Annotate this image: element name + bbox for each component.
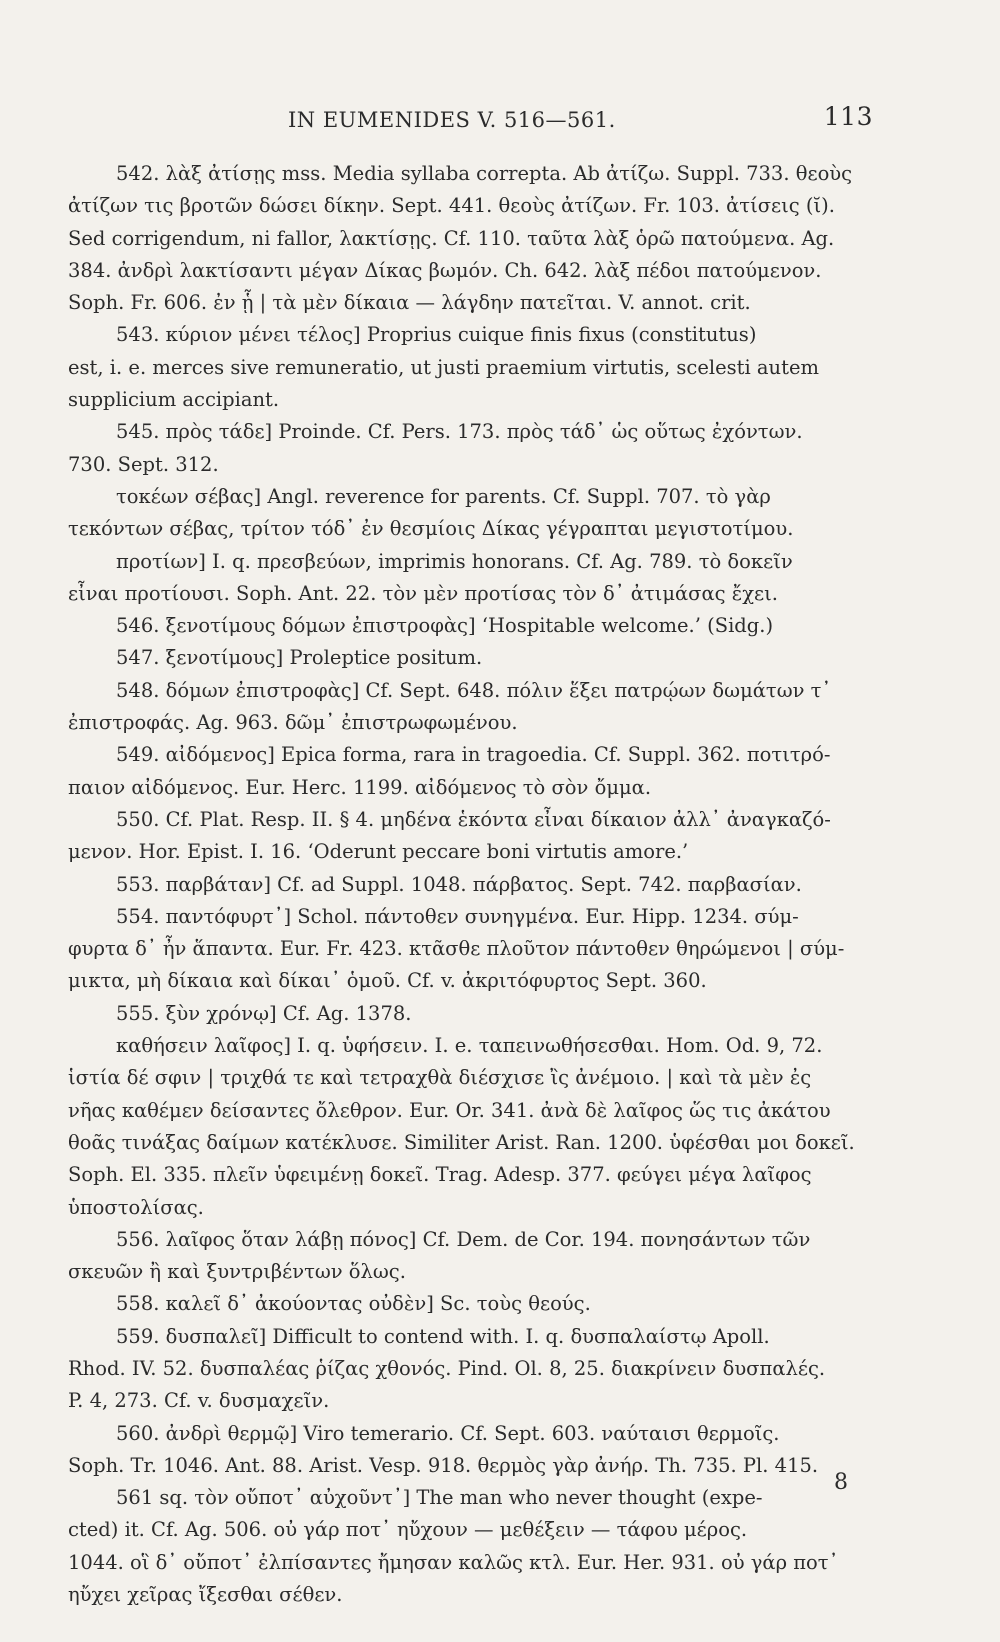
text-line: 555. ξὺν χρόνῳ] Cf. Ag. 1378.: [116, 1001, 412, 1025]
text-line: τοκέων σέβας] Angl. reverence for parents. Cf. Suppl. 707. τὸ γὰρ: [116, 484, 771, 508]
text-line: 553. παρβάταν] Cf. ad Suppl. 1048. πάρβατος. Sept. 742. παρβασίαν.: [116, 872, 802, 896]
text-line: 730. Sept. 312.: [68, 452, 219, 476]
text-line: 546. ξενοτίμους δόμων ἐπιστροφὰς] ‘Hospitable welcome.’ (Sidg.): [116, 614, 774, 638]
text-line: καθήσειν λαῖφος] I. q. ὑφήσειν. I. e. ταπεινωθήσεσθαι. Hom. Od. 9, 72.: [116, 1034, 823, 1058]
text-line: supplicium accipiant.: [68, 388, 280, 412]
running-title: IN EUMENIDES V. 516—561.: [288, 108, 616, 132]
text-line: 558. καλεῖ δ᾽ ἀκούοντας οὐδὲν] Sc. τοὺς θεούς.: [116, 1292, 591, 1316]
text-line: 559. δυσπαλεῖ] Difficult to contend with. I. q. δυσπαλαίστῳ Apoll.: [116, 1324, 770, 1348]
text-line: cted) it. Cf. Ag. 506. οὐ γάρ ποτ᾽ ηὔχουν — μεθέξειν — τάφου μέρος.: [68, 1518, 748, 1542]
text-line: μικτα, μὴ δίκαια καὶ δίκαι᾽ ὁμοῦ. Cf. v. ἀκριτόφυρτος Sept. 360.: [68, 969, 707, 993]
text-line: μενον. Hor. Epist. I. 16. ‘Oderunt peccare boni virtutis amore.’: [68, 840, 689, 864]
text-line: παιον αἰδόμενος. Eur. Herc. 1199. αἰδόμενος τὸ σὸν ὄμμα.: [68, 775, 652, 799]
text-line: εἶναι προτίουσι. Soph. Ant. 22. τὸν μὲν προτίσας τὸν δ᾽ ἀτιμάσας ἔχει.: [68, 581, 778, 605]
text-line: Sed corrigendum, ni fallor, λακτίσῃς. Cf. 110. ταῦτα λὰξ ὁρῶ πατούμενα. Ag.: [68, 226, 835, 250]
text-line: 560. ἀνδρὶ θερμῷ] Viro temerario. Cf. Sept. 603. ναύταισι θερμοῖς.: [116, 1421, 780, 1445]
text-line: 561 sq. τὸν οὔποτ᾽ αὐχοῦντ᾽] The man who never thought (expe-: [116, 1486, 763, 1510]
text-line: 556. λαῖφος ὅταν λάβῃ πόνος] Cf. Dem. de Cor. 194. πονησάντων τῶν: [116, 1227, 811, 1251]
text-line: νῆας καθέμεν δείσαντες ὄλεθρον. Eur. Or. 341. ἀνὰ δὲ λαῖφος ὥς τις ἀκάτου: [68, 1098, 831, 1122]
page-number: 113: [823, 102, 873, 131]
text-line: 554. παντόφυρτ᾽] Schol. πάντοθεν συνηγμένα. Eur. Hipp. 1234. σύμ-: [116, 904, 799, 928]
text-line: P. 4, 273. Cf. v. δυσμαχεῖν.: [68, 1389, 330, 1413]
text-line: Soph. El. 335. πλεῖν ὑφειμένῃ δοκεῖ. Trag. Adesp. 377. φεύγει μέγα λαῖφος: [68, 1163, 812, 1187]
text-line: 1044. οἳ δ᾽ οὔποτ᾽ ἐλπίσαντες ἤμησαν καλῶς κτλ. Eur. Her. 931. οὐ γάρ ποτ᾽: [68, 1550, 839, 1574]
text-line: 547. ξενοτίμους] Proleptice positum.: [116, 646, 483, 670]
text-line: est, i. e. merces sive remuneratio, ut justi praemium virtutis, scelesti autem: [68, 355, 819, 379]
text-line: 384. ἀνδρὶ λακτίσαντι μέγαν Δίκας βωμόν. Ch. 642. λὰξ πέδοι πατούμενον.: [68, 258, 822, 282]
text-line: φυρτα δ᾽ ἦν ἅπαντα. Eur. Fr. 423. κτᾶσθε πλοῦτον πάντοθεν θηρώμενοι | σύμ-: [68, 937, 845, 961]
text-line: ὑποστολίσας.: [68, 1195, 204, 1219]
text-line: 550. Cf. Plat. Resp. II. § 4. μηδένα ἑκόντα εἶναι δίκαιον ἀλλ᾽ ἀναγκαζό-: [116, 807, 831, 831]
text-line: Soph. Tr. 1046. Ant. 88. Arist. Vesp. 918. θερμὸς γὰρ ἀνήρ. Th. 735. Pl. 415.: [68, 1453, 819, 1477]
text-line: Soph. Fr. 606. ἐν ᾗ | τὰ μὲν δίκαια — λάγδην πατεῖται. V. annot. crit.: [68, 291, 751, 315]
text-line: ἀτίζων τις βροτῶν δώσει δίκην. Sept. 441. θεοὺς ἀτίζων. Fr. 103. ἀτίσεις (ῐ).: [68, 194, 835, 218]
text-line: Rhod. IV. 52. δυσπαλέας ῥίζας χθονός. Pind. Ol. 8, 25. διακρίνειν δυσπαλές.: [68, 1356, 826, 1380]
text-line: 545. πρὸς τάδε] Proinde. Cf. Pers. 173. πρὸς τάδ᾽ ὡς οὕτως ἐχόντων.: [116, 420, 803, 444]
text-line: ηὔχει χεῖρας ἴξεσθαι σέθεν.: [68, 1583, 343, 1607]
signature-mark: 8: [834, 1470, 848, 1495]
text-line: προτίων] I. q. πρεσβεύων, imprimis honorans. Cf. Ag. 789. τὸ δοκεῖν: [116, 549, 793, 573]
text-line: 543. κύριον μένει τέλος] Proprius cuique finis fixus (constitutus): [116, 323, 757, 347]
text-line: 542. λὰξ ἀτίσῃς mss. Media syllaba correpta. Ab ἀτίζω. Suppl. 733. θεοὺς: [116, 162, 853, 185]
text-line: σκευῶν ἢ καὶ ξυντριβέντων ὅλως.: [68, 1260, 406, 1284]
text-line: ἱστία δέ σφιν | τριχθά τε καὶ τετραχθὰ διέσχισε ἲς ἀνέμοιο. | καὶ τὰ μὲν ἐς: [68, 1066, 812, 1090]
commentary-text: [68, 158, 876, 1611]
text-line: θοᾶς τινάξας δαίμων κατέκλυσε. Similiter Arist. Ran. 1200. ὑφέσθαι μοι δοκεῖ.: [68, 1130, 855, 1154]
text-line: 548. δόμων ἐπιστροφὰς] Cf. Sept. 648. πόλιν ἕξει πατρῴων δωμάτων τ᾽: [116, 678, 832, 702]
text-line: τεκόντων σέβας, τρίτον τόδ᾽ ἐν θεσμίοις Δίκας γέγραπται μεγιστοτίμου.: [68, 517, 794, 541]
text-line: 549. αἰδόμενος] Epica forma, rara in tragoedia. Cf. Suppl. 362. ποτιτρό-: [116, 743, 831, 767]
text-line: ἐπιστροφάς. Ag. 963. δῶμ᾽ ἐπιστρωφωμένου.: [68, 711, 518, 735]
